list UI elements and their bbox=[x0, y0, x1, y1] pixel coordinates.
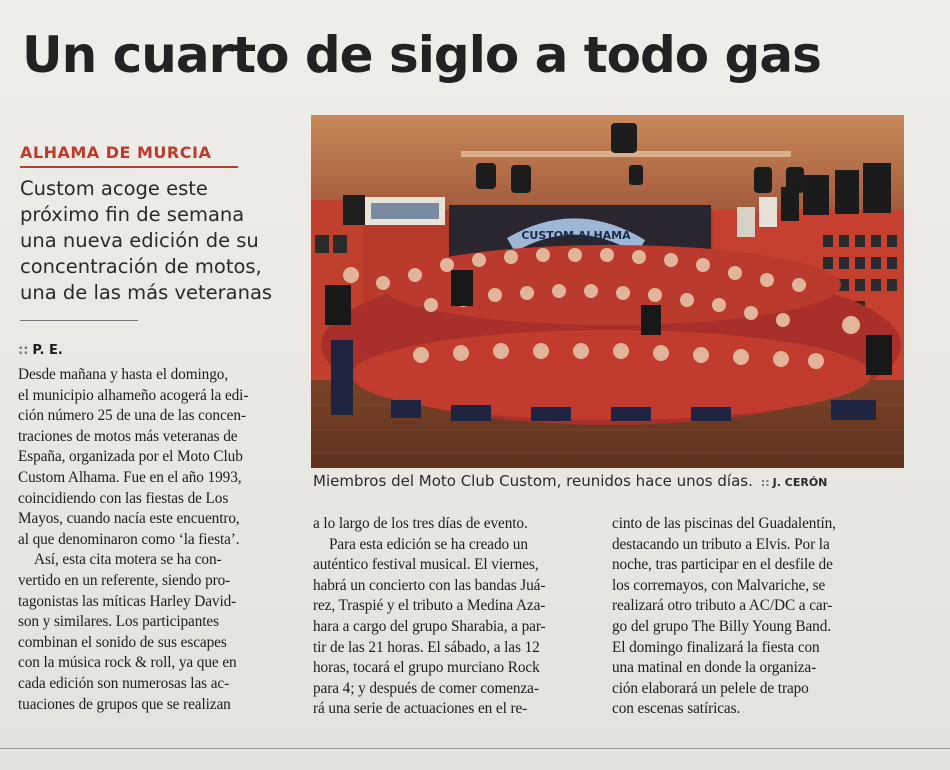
text-line: auténtico festival musical. El viernes, bbox=[313, 556, 539, 574]
text-line: tuaciones de grupos que se realizan bbox=[18, 695, 231, 713]
text-line: rez, Traspié y el tributo a Medina Aza- bbox=[313, 597, 546, 615]
text-line: hara a cargo del grupo Sharabia, a par- bbox=[313, 617, 546, 635]
text-line: vertido en un referente, siendo pro- bbox=[18, 571, 231, 589]
spotlight bbox=[611, 123, 637, 153]
byline-author: P. E. bbox=[32, 343, 63, 358]
section-label: ALHAMA DE MURCIA bbox=[20, 143, 212, 162]
text-line: son y similares. Los participantes bbox=[18, 613, 219, 631]
poster bbox=[781, 187, 799, 221]
article-column-3 bbox=[612, 514, 912, 720]
text-line: noche, tras participar en el desfile de bbox=[612, 556, 833, 574]
text-line: tagonistas las míticas Harley David- bbox=[18, 592, 237, 610]
text-line: horas, tocará el grupo murciano Rock bbox=[313, 659, 540, 677]
text-line: el municipio alhameño acogerá la edi- bbox=[18, 386, 249, 404]
text-line: Mayos, cuando nacía este encuentro, bbox=[18, 510, 240, 528]
crowd bbox=[321, 245, 901, 425]
headline: Un cuarto de siglo a todo gas bbox=[22, 26, 821, 84]
text-line: rá una serie de actuaciones en el re- bbox=[313, 700, 528, 718]
text-line: España, organizada por el Moto Club bbox=[18, 448, 243, 466]
text-line: tir de las 21 horas. El sábado, a las 12 bbox=[313, 638, 540, 656]
text-line: realizará otro tributo a AC/DC a car- bbox=[612, 597, 833, 615]
text-line: los corremayos, con Malvariche, se bbox=[612, 576, 826, 594]
subhead-line: Custom acoge este bbox=[20, 177, 208, 200]
subhead-line: concentración de motos, bbox=[20, 255, 262, 278]
caption-text: Miembros del Moto Club Custom, reunidos hace unos días. bbox=[313, 472, 753, 490]
group-photo bbox=[311, 115, 904, 468]
text-line: ción número 25 de una de las concen- bbox=[18, 407, 246, 425]
spotlight bbox=[629, 165, 643, 185]
text-line: cinto de las piscinas del Guadalentín, bbox=[612, 515, 836, 532]
subheadline bbox=[20, 176, 290, 306]
text-line: combinan el sonido de sus escapes bbox=[18, 633, 227, 651]
text-line: ción elaborará un pelele de trapo bbox=[612, 679, 809, 697]
poster bbox=[835, 170, 859, 214]
wall-sign-inner bbox=[371, 203, 439, 219]
subhead-rule bbox=[20, 320, 138, 321]
text-line: con la música rock & roll, ya que en bbox=[18, 654, 237, 672]
text-line: Desde mañana y hasta el domingo, bbox=[18, 366, 229, 383]
poster bbox=[737, 207, 755, 237]
spotlight bbox=[476, 163, 496, 189]
section-rule bbox=[20, 166, 238, 168]
poster bbox=[863, 163, 891, 213]
text-line: una matinal en donde la organiza- bbox=[612, 659, 817, 677]
text-line: con escenas satíricas. bbox=[612, 700, 741, 718]
text-line: Para esta edición se ha creado un bbox=[329, 535, 528, 553]
text-line: coincidiendo con las fiestas de Los bbox=[18, 489, 229, 507]
byline bbox=[18, 343, 63, 358]
photo-credit bbox=[761, 476, 828, 489]
text-line: cada edición son numerosas las ac- bbox=[18, 674, 230, 692]
poster bbox=[803, 175, 829, 215]
text-line: El domingo finalizará la fiesta con bbox=[612, 638, 820, 656]
credit-name: J. CERÓN bbox=[772, 476, 828, 489]
article-column-2 bbox=[313, 514, 595, 720]
spotlight bbox=[511, 165, 531, 193]
bottom-rule bbox=[0, 748, 950, 749]
spotlight bbox=[754, 167, 772, 193]
byline-marks: :: bbox=[18, 343, 29, 358]
subhead-line: próximo fin de semana bbox=[20, 203, 245, 226]
subhead-line: una nueva edición de su bbox=[20, 229, 259, 252]
article-column-1 bbox=[18, 365, 292, 715]
poster bbox=[759, 197, 777, 227]
credit-marks: :: bbox=[760, 476, 770, 489]
text-line: al que denominaron como ‘la fiesta’. bbox=[18, 530, 240, 548]
photo-caption bbox=[313, 472, 913, 490]
text-line: habrá un concierto con las bandas Juá- bbox=[313, 576, 546, 594]
subhead-line: una de las más veteranas bbox=[20, 281, 273, 304]
text-line: Así, esta cita motera se ha con- bbox=[34, 551, 222, 569]
text-line: para 4; y después de comer comenza- bbox=[313, 679, 539, 697]
text-line: Custom Alhama. Fue en el año 1993, bbox=[18, 468, 242, 486]
text-line: traciones de motos más veteranas de bbox=[18, 427, 238, 445]
photo-illustration bbox=[311, 115, 904, 468]
text-line: a lo largo de los tres días de evento. bbox=[313, 515, 528, 532]
text-line: go del grupo The Billy Young Band. bbox=[612, 617, 831, 635]
banner-text: CUSTOM ALHAMA bbox=[521, 229, 631, 242]
text-line: destacando un tributo a Elvis. Por la bbox=[612, 535, 830, 553]
